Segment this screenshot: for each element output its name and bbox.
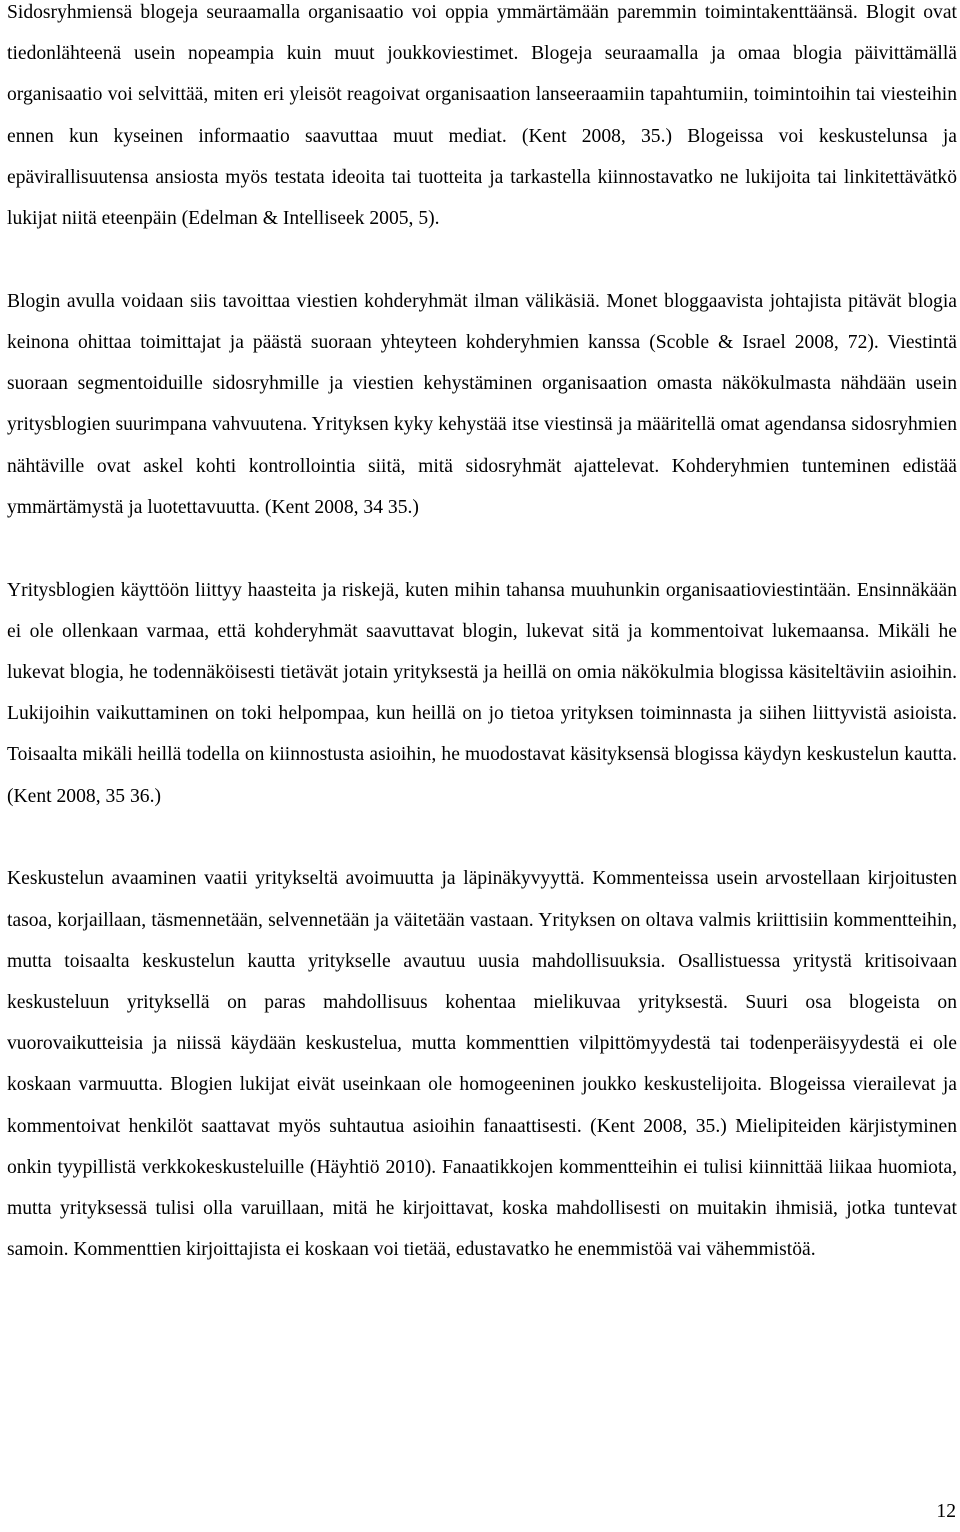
paragraph-direct-reach: Blogin avulla voidaan siis tavoittaa viestien kohderyhmät ilman välikäsiä. Monet bloggaavista johtajista pitävät blogia keinona ohittaa toimittajat ja päästä suoraan yhteyteen kohderyhmien kanssa (Scoble & Israel 2008, 72). Viestintä suoraan segmentoiduille sidosryhmille ja viestien kehystäminen organisaation omasta näkökulmasta nähdään usein yritysblogien suurimpana vahvuutena. Yrityksen kyky kehystää itse viestinsä ja määritellä omat agendansa sidosryhmien nähtäville ovat askel kohti kontrollointia siitä, mitä sidosryhmät ajattelevat. Kohderyhmien tunteminen edistää ymmärtämystä ja luotettavuutta. (Kent 2008, 34 35.) [7,290,957,518]
paragraph-open-discussion: Keskustelun avaaminen vaatii yritykseltä avoimuutta ja läpinäkyvyyttä. Kommenteissa usein arvostellaan kirjoitusten tasoa, korjaillaan, täsmennetään, selvennetään ja väitetään vastaan. Yrityksen on oltava valmis kriittisiin kommentteihin, mutta toisaalta keskustelun kautta yritykselle avautuu uusia mahdollisuuksia. Osallistuessa yritystä kritisoivaan keskusteluun yrityksellä on paras mahdollisuus kohentaa mielikuvaa yrityksestä. Suuri osa blogeista on vuorovaikutteisia ja niissä käydään keskustelua, mutta kommenttien vilpittömyydestä tai todenperäisyydestä ei ole koskaan varmuutta. Blogien lukijat eivät useinkaan ole homogeeninen joukko keskustelijoita. Blogeissa vierailevat ja kommentoivat henkilöt saattavat myös suhtautua asioihin fanaattisesti. (Kent 2008, 35.) Mielipiteiden kärjistyminen onkin tyypillistä verkkokeskusteluille (Häyhtiö 2010). Fanaatikkojen kommentteihin ei tulisi kiinnittää liikaa huomiota, mutta yrityksessä tulisi olla varuillaan, mitä he kirjoittavat, koska mahdollisesti on muitakin ihmisiä, jotka tuntevat samoin. Kommenttien kirjoittajista ei koskaan voi tietää, edustavatko he enemmistöä vai vähemmistöä. [7,868,957,1261]
document-page [7,0,957,1270]
page-number: 12 [936,1501,956,1522]
paragraph-challenges-risks: Yritysblogien käyttöön liittyy haasteita ja riskejä, kuten mihin tahansa muuhunkin organisaatioviestintään. Ensinnäkään ei ole ollenkaan varmaa, että kohderyhmät saavuttavat blogin, lukevat sitä ja kommentoivat lukemaansa. Mikäli he lukevat blogia, he todennäköisesti tietävät jotain yrityksestä ja heillä on omia näkökulmia blogissa käsiteltäviin asioihin. Lukijoihin vaikuttaminen on toki helpompaa, kun heillä on jo tietoa yrityksen toiminnasta ja siihen liittyvistä asioista. Toisaalta mikäli heillä todella on kiinnostusta asioihin, he muodostavat käsityksensä blogissa käydyn keskustelun kautta. (Kent 2008, 35 36.) [7,579,957,807]
paragraph-blog-monitoring: Sidosryhmiensä blogeja seuraamalla organisaatio voi oppia ymmärtämään paremmin toimintakenttäänsä. Blogit ovat tiedonlähteenä usein nopeampia kuin muut joukkoviestimet. Blogeja seuraamalla ja omaa blogia päivittämällä organisaatio voi selvittää, miten eri yleisöt reagoivat organisaation lanseeraamiin tapahtumiin, toimintoihin tai viesteihin ennen kun kyseinen informaatio saavuttaa muut mediat. (Kent 2008, 35.) Blogeissa voi keskustelunsa ja epävirallisuutensa ansiosta myös testata ideoita tai tuotteita ja tarkastella kiinnostavatko ne lukijoita tai linkitettävätkö lukijat niitä eteenpäin (Edelman & Intelliseek 2005, 5). [7,2,957,230]
